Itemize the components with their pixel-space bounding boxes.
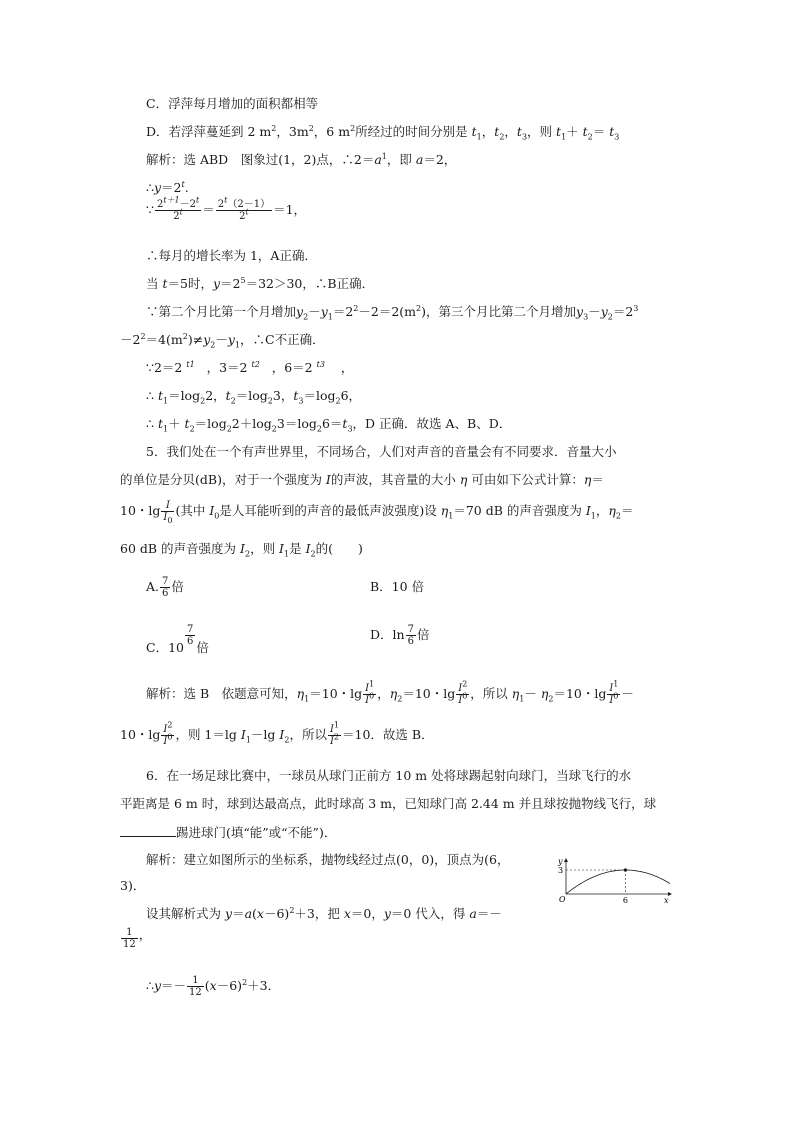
- solution-6-line-3: 设其解析式为 $y=a(x-6)^2+3$，把 x＝0，y＝0 代入，得 a＝－: [146, 905, 502, 921]
- x-axis-label: x: [664, 896, 669, 904]
- solution-4-line-1: 解析：选 ABD 图象过(1，2)点，$\therefore 2=a^1$，即 a＝2，: [146, 151, 457, 167]
- solution-4-line-4: ∴每月的增长率为 1，A正确．: [146, 248, 317, 263]
- solution-4-line-10: ∴ $t_1+ t_2=\log_22+\log_23=\log_26=t_3$，D 正确．故选 A、B、D．: [146, 416, 512, 434]
- parabola-curve: [566, 870, 670, 894]
- option-a: A. $\frac{7}{6}$ 倍: [146, 576, 184, 599]
- option-c-text: C．浮萍每月增加的面积都相等: [146, 96, 319, 111]
- x-tick-label: 6: [622, 896, 629, 904]
- solution-6-line-1: 解析：建立如图所示的坐标系，抛物线经过点(0，0)，顶点为(6，: [146, 852, 510, 867]
- intensity-ratio-fraction: $\frac{I}{I_0}$: [163, 500, 173, 525]
- growth-fraction-2: $\frac{2^t(2-1)}{2^t}$: [217, 195, 271, 222]
- question-6-line-1: 6．在一场足球比赛中，一球员从球门正前方 10 m 处将球踢起射向球门，当球飞行的水: [146, 768, 632, 783]
- question-5-line-3: 10・lg $\frac{I}{I_0}$ (其中 $I_0$是人耳能听到的声音的最低声波强度)设 $\eta_1=70$ dB 的声音强度为 $I_1$，$\eta_2=$: [120, 500, 634, 525]
- question-5-line-2: 的单位是分贝(dB)，对于一个强度为 I的声波，其音量的大小 η 可由如下公式计算：η＝: [120, 472, 604, 487]
- answer-blank[interactable]: [120, 824, 176, 837]
- option-c: C．10 $\frac{7}{6}$ 倍: [146, 624, 209, 655]
- parabola-diagram: [548, 856, 673, 904]
- y-axis-label: y: [558, 857, 563, 866]
- growth-fraction-1: $\frac{2^{t+1}-2^t}{2^t}$: [156, 195, 200, 222]
- solution-5-line-1: 解析：选 B 依题意可知，$\eta_1=10$・lg $\frac{I^1}{I^0}$ ，$\eta_2=10$・lg $\frac{I^2}{I^0}$ ，所以 $\eta_1- \eta_2=10$・lg $\frac{I^1}{I^0}$ －: [146, 679, 634, 706]
- origin-label: O: [559, 895, 566, 904]
- question-6-line-3: 踢进球门(填“能”或“不能”)．: [120, 824, 336, 841]
- y-tick-label: 3: [558, 866, 564, 875]
- question-6-line-2: 平距离是 6 m 时，球到达最高点，此时球高 3 m，已知球门高 2.44 m 并且球按抛物线飞行，球: [120, 796, 657, 811]
- solution-6-line-2: 3)．: [120, 878, 146, 893]
- solution-4-line-8: ∵2＝2 $^{t1}$ ，3＝2 $^{t2}$ ，6＝2 $^{t3}$ ，: [146, 359, 354, 375]
- solution-4-line-3: ∵ $\frac{2^{t+1}-2^t}{2^t}$ ＝ $\frac{2^t(2-1)}{2^t}$ ＝1，: [146, 195, 307, 222]
- solution-6-line-5: ∴y＝－ $\frac{1}{12}$ $(x-6)^2+3$．: [146, 975, 281, 998]
- x-axis-arrow: [668, 892, 672, 896]
- y-axis-arrow: [564, 858, 568, 862]
- solution-4-line-7: $-2^2=4(m^2)\ne y_2-y_1$，∴C不正确．: [120, 331, 325, 350]
- option-d-text: D．若浮萍蔓延到 2 $m^2$，$3m^2$，6 $m^2$所经过的时间分别是 $t_1$，$t_2$，$t_3$，则 $t_1+ t_2= t_3$: [146, 123, 620, 142]
- question-5-line-4: 60 dB 的声音强度为 $I_2$，则 $I_1$是 $I_2$的( ): [120, 541, 363, 559]
- solution-5-line-2: 10・lg $\frac{I^2}{I^0}$ ，则 1＝lg $I_1-\lg$ $I_2$，所以 $\frac{I^1}{I^2}$ ＝10．故选 B．: [120, 720, 434, 747]
- solution-4-line-2: $\therefore y=2^t$.: [146, 179, 189, 195]
- option-b: B．10 倍: [370, 579, 425, 594]
- solution-6-line-4: $\frac{1}{12}$ ，: [123, 927, 152, 950]
- vertex-point: [624, 868, 627, 871]
- solution-4-line-9: ∴ $t_1=\log_22$，$t_2=\log_23$，$t_3=\log_26$，: [146, 388, 362, 406]
- option-d: D．ln $\frac{7}{6}$ 倍: [370, 624, 430, 647]
- question-5-line-1: 5．我们处在一个有声世界里，不同场合，人们对声音的音量会有不同要求．音量大小: [146, 444, 617, 459]
- solution-4-line-6: ∵第二个月比第一个月增加$y_2-y_1=2^2-2=2(m^2)$，第三个月比第二个月增加$y_3-y_2=2^3$: [146, 303, 639, 322]
- solution-4-line-5: 当 t＝5时，$y=2^5=32>30$，∴B正确．: [146, 275, 375, 291]
